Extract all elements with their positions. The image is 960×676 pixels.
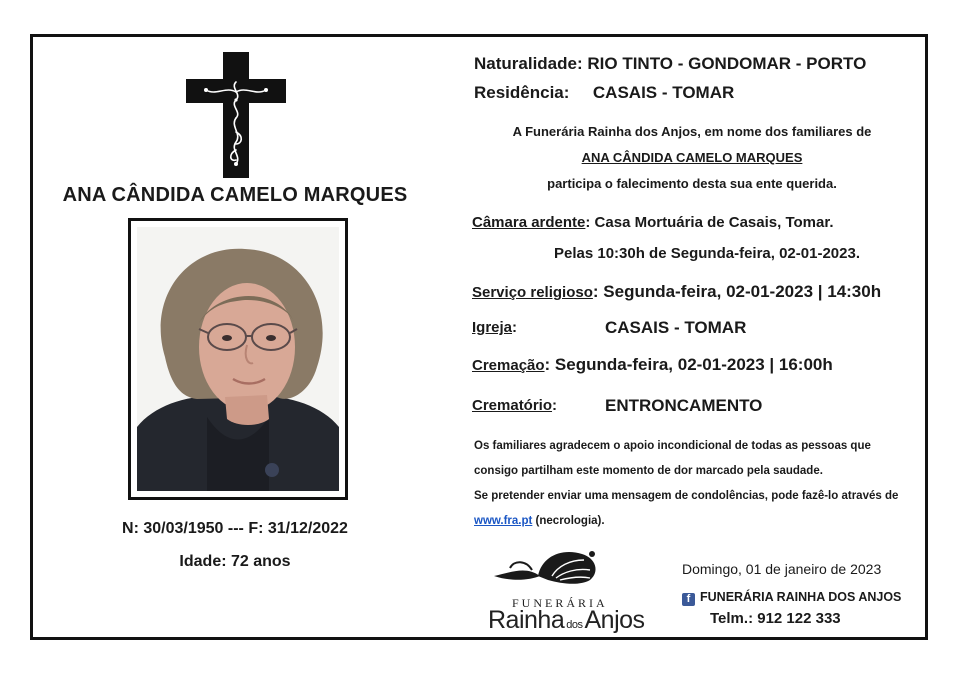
announcement-line1: A Funerária Rainha dos Anjos, em nome dos familiares de [512,124,872,139]
servico-label: Serviço religioso [472,284,593,301]
camara-row [472,214,834,231]
igreja-value: CASAIS - TOMAR [605,318,747,337]
servico-value: : Segunda-feira, 02-01-2023 | 14:30h [592,282,882,301]
age: Idade: 72 anos [179,553,291,570]
logo-dos: dos [566,619,583,631]
camara-value: : Casa Mortuária de Casais, Tomar. [585,214,834,231]
deceased-name: ANA CÂNDIDA CAMELO MARQUES [62,184,408,206]
crematorio-label: Crematório [472,397,553,414]
logo-wordmark [488,606,645,635]
cremacao-label: Cremação [472,357,545,374]
thanks-line3: Se pretender enviar uma mensagem de condolências, pode fazê-lo através de [474,490,899,502]
birth-death-dates: N: 30/03/1950 --- F: 31/12/2022 [122,520,348,537]
igreja-label: Igreja [472,319,513,336]
thanks-line1: Os familiares agradecem o apoio incondicional de todas as pessoas que [474,440,871,452]
logo-anjos: Anjos [584,606,645,634]
residencia-label: Residência: [474,83,570,102]
crematorio-value: ENTRONCAMENTO [605,396,763,415]
naturalidade-label: Naturalidade: [474,54,583,73]
thanks-line2: consigo partilham este momento de dor marcado pela saudade. [474,465,823,477]
announcement-date: Domingo, 01 de janeiro de 2023 [682,561,882,577]
facebook-icon: f [682,593,695,606]
camara-time: Pelas 10:30h de Segunda-feira, 02-01-2023. [554,245,860,262]
portrait-photo [137,227,339,491]
facebook-row[interactable] [682,590,901,606]
cremacao-row [472,355,833,375]
portrait-frame [128,218,348,500]
phone-number: Telm.: 912 122 333 [710,610,841,627]
thanks-link-row [474,515,605,527]
announcement-name-row [474,150,910,165]
igreja-colon: : [512,319,518,336]
cremacao-value: : Segunda-feira, 02-01-2023 | 16:00h [544,355,833,374]
facebook-page-name: FUNERÁRIA RAINHA DOS ANJOS [700,590,902,604]
igreja-row [472,319,517,337]
residencia-value: CASAIS - TOMAR [592,83,735,102]
logo-funeraria-text: FUNERÁRIA [512,596,608,610]
crematorio-colon: : [552,397,558,414]
announcement-line3: participa o falecimento desta sua ente querida. [547,176,837,191]
thanks-link-suffix: (necrologia). [532,515,605,527]
servico-row [472,282,881,302]
announcement-name: ANA CÂNDIDA CAMELO MARQUES [581,150,803,165]
crematorio-row [472,397,557,415]
fra-website-link[interactable]: www.fra.pt [474,515,533,527]
naturalidade-value: RIO TINTO - GONDOMAR - PORTO [587,54,867,73]
residencia-row [474,83,734,103]
naturalidade-row [474,54,866,74]
cross-icon [186,52,286,178]
camara-label: Câmara ardente [472,214,586,231]
logo-rainha: Rainha [488,606,565,634]
angel-wings-logo-icon [492,546,604,594]
